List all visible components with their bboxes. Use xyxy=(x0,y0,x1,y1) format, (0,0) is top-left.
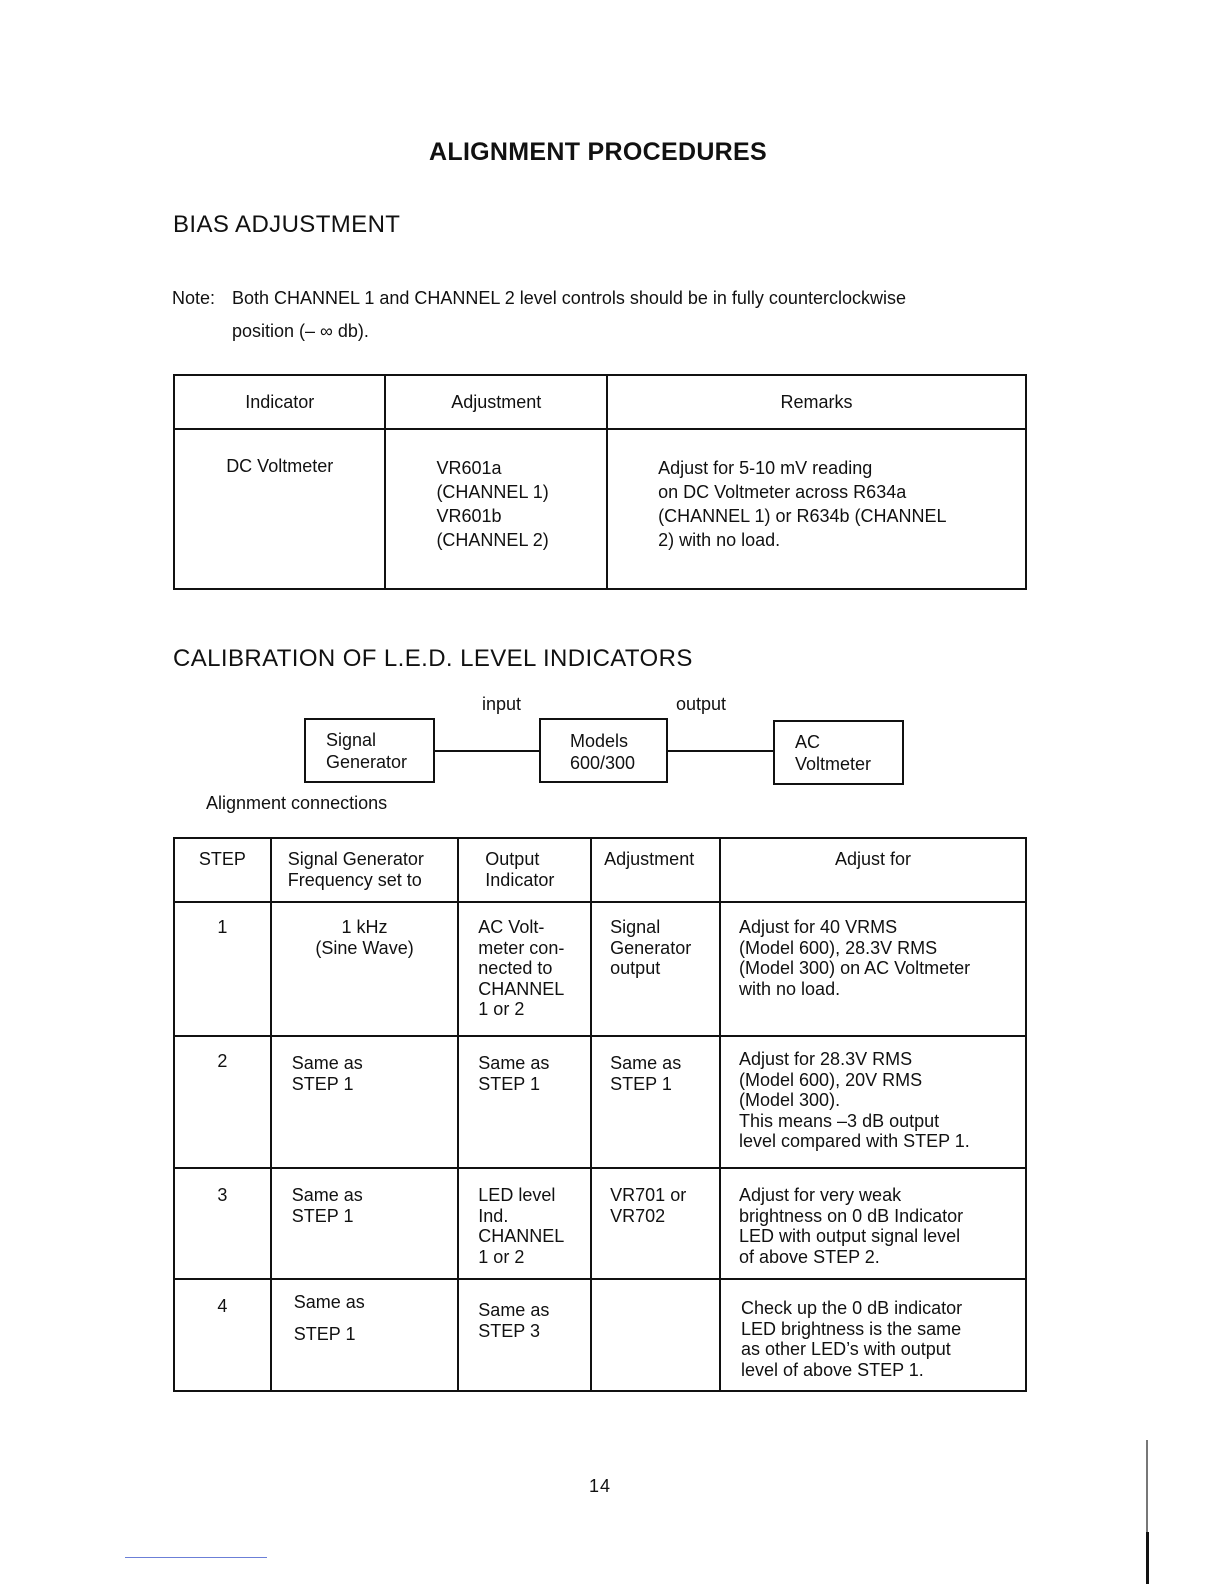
diagram-caption: Alignment connections xyxy=(206,793,388,813)
note-line-2: position (– ∞ db). xyxy=(232,321,369,341)
bias-adjustment-heading: BIAS ADJUSTMENT xyxy=(173,211,401,238)
cell-adjustment: Signal Generator output xyxy=(591,902,720,1036)
header-adjustment: Adjustment xyxy=(591,838,720,902)
cell-adjust-for: Adjust for very weak brightness on 0 dB Indicator LED with output signal level of above STEP 2. xyxy=(720,1168,1026,1279)
cell-output: LED level Ind. CHANNEL 1 or 2 xyxy=(458,1168,591,1279)
cell-output: AC Volt- meter con- nected to CHANNEL 1 or 2 xyxy=(458,902,591,1036)
scan-edge-mark-dark xyxy=(1146,1532,1149,1584)
cell-adjustment: Same as STEP 1 xyxy=(591,1036,720,1168)
table-row xyxy=(174,1036,1026,1168)
cell-output: Same as STEP 3 xyxy=(458,1279,591,1391)
table-row xyxy=(174,902,1026,1036)
page-number: 14 xyxy=(588,1476,612,1496)
cell-step: 4 xyxy=(174,1279,271,1391)
bias-table-header-row xyxy=(174,375,1026,429)
output-wire xyxy=(666,750,775,752)
input-label: input xyxy=(482,694,522,714)
input-wire xyxy=(434,750,541,752)
cell-frequency: Same as STEP 1 xyxy=(271,1168,459,1279)
cell-step: 3 xyxy=(174,1168,271,1279)
cell-adjustment: VR601a (CHANNEL 1) VR601b (CHANNEL 2) xyxy=(385,429,607,589)
table-row xyxy=(174,1279,1026,1391)
table-row xyxy=(174,1168,1026,1279)
cell-frequency: Same as STEP 1 xyxy=(271,1036,459,1168)
bias-note xyxy=(172,282,1032,348)
header-adjustment: Adjustment xyxy=(385,375,607,429)
footer-rule xyxy=(125,1557,267,1558)
cell-frequency: 1 kHz (Sine Wave) xyxy=(271,902,459,1036)
table-row xyxy=(174,429,1026,589)
cell-adjust-for: Check up the 0 dB indicator LED brightness is the same as other LED’s with output level of above STEP 1. xyxy=(720,1279,1026,1391)
calibration-table-header-row xyxy=(174,838,1026,902)
note-line-1: Both CHANNEL 1 and CHANNEL 2 level controls should be in fully counterclockwise xyxy=(232,288,906,308)
header-output-indicator: Output Indicator xyxy=(458,838,591,902)
bias-table xyxy=(173,374,1027,590)
signal-generator-box: Signal Generator xyxy=(304,718,435,783)
output-label: output xyxy=(676,694,727,714)
cell-step: 2 xyxy=(174,1036,271,1168)
cell-frequency: Same as STEP 1 xyxy=(271,1279,459,1391)
models-box: Models 600/300 xyxy=(539,718,668,783)
cell-adjust-for: Adjust for 40 VRMS (Model 600), 28.3V RMS (Model 300) on AC Voltmeter with no load. xyxy=(720,902,1026,1036)
header-step: STEP xyxy=(174,838,271,902)
cell-adjust-for: Adjust for 28.3V RMS (Model 600), 20V RMS (Model 300). This means –3 dB output level compared with STEP 1. xyxy=(720,1036,1026,1168)
page-title: ALIGNMENT PROCEDURES xyxy=(429,138,767,166)
cell-output: Same as STEP 1 xyxy=(458,1036,591,1168)
cell-step: 1 xyxy=(174,902,271,1036)
note-label: Note: xyxy=(172,288,216,308)
header-adjust-for: Adjust for xyxy=(720,838,1026,902)
header-remarks: Remarks xyxy=(607,375,1026,429)
calibration-table xyxy=(173,837,1027,1392)
ac-voltmeter-box: AC Voltmeter xyxy=(773,720,904,785)
cell-adjustment: VR701 or VR702 xyxy=(591,1168,720,1279)
cell-adjustment xyxy=(591,1279,720,1391)
calibration-heading: CALIBRATION OF L.E.D. LEVEL INDICATORS xyxy=(173,645,693,672)
header-frequency: Signal Generator Frequency set to xyxy=(271,838,459,902)
header-indicator: Indicator xyxy=(174,375,385,429)
cell-indicator: DC Voltmeter xyxy=(174,429,385,589)
cell-remarks: Adjust for 5-10 mV reading on DC Voltmeter across R634a (CHANNEL 1) or R634b (CHANNEL 2) with no load. xyxy=(607,429,1026,589)
